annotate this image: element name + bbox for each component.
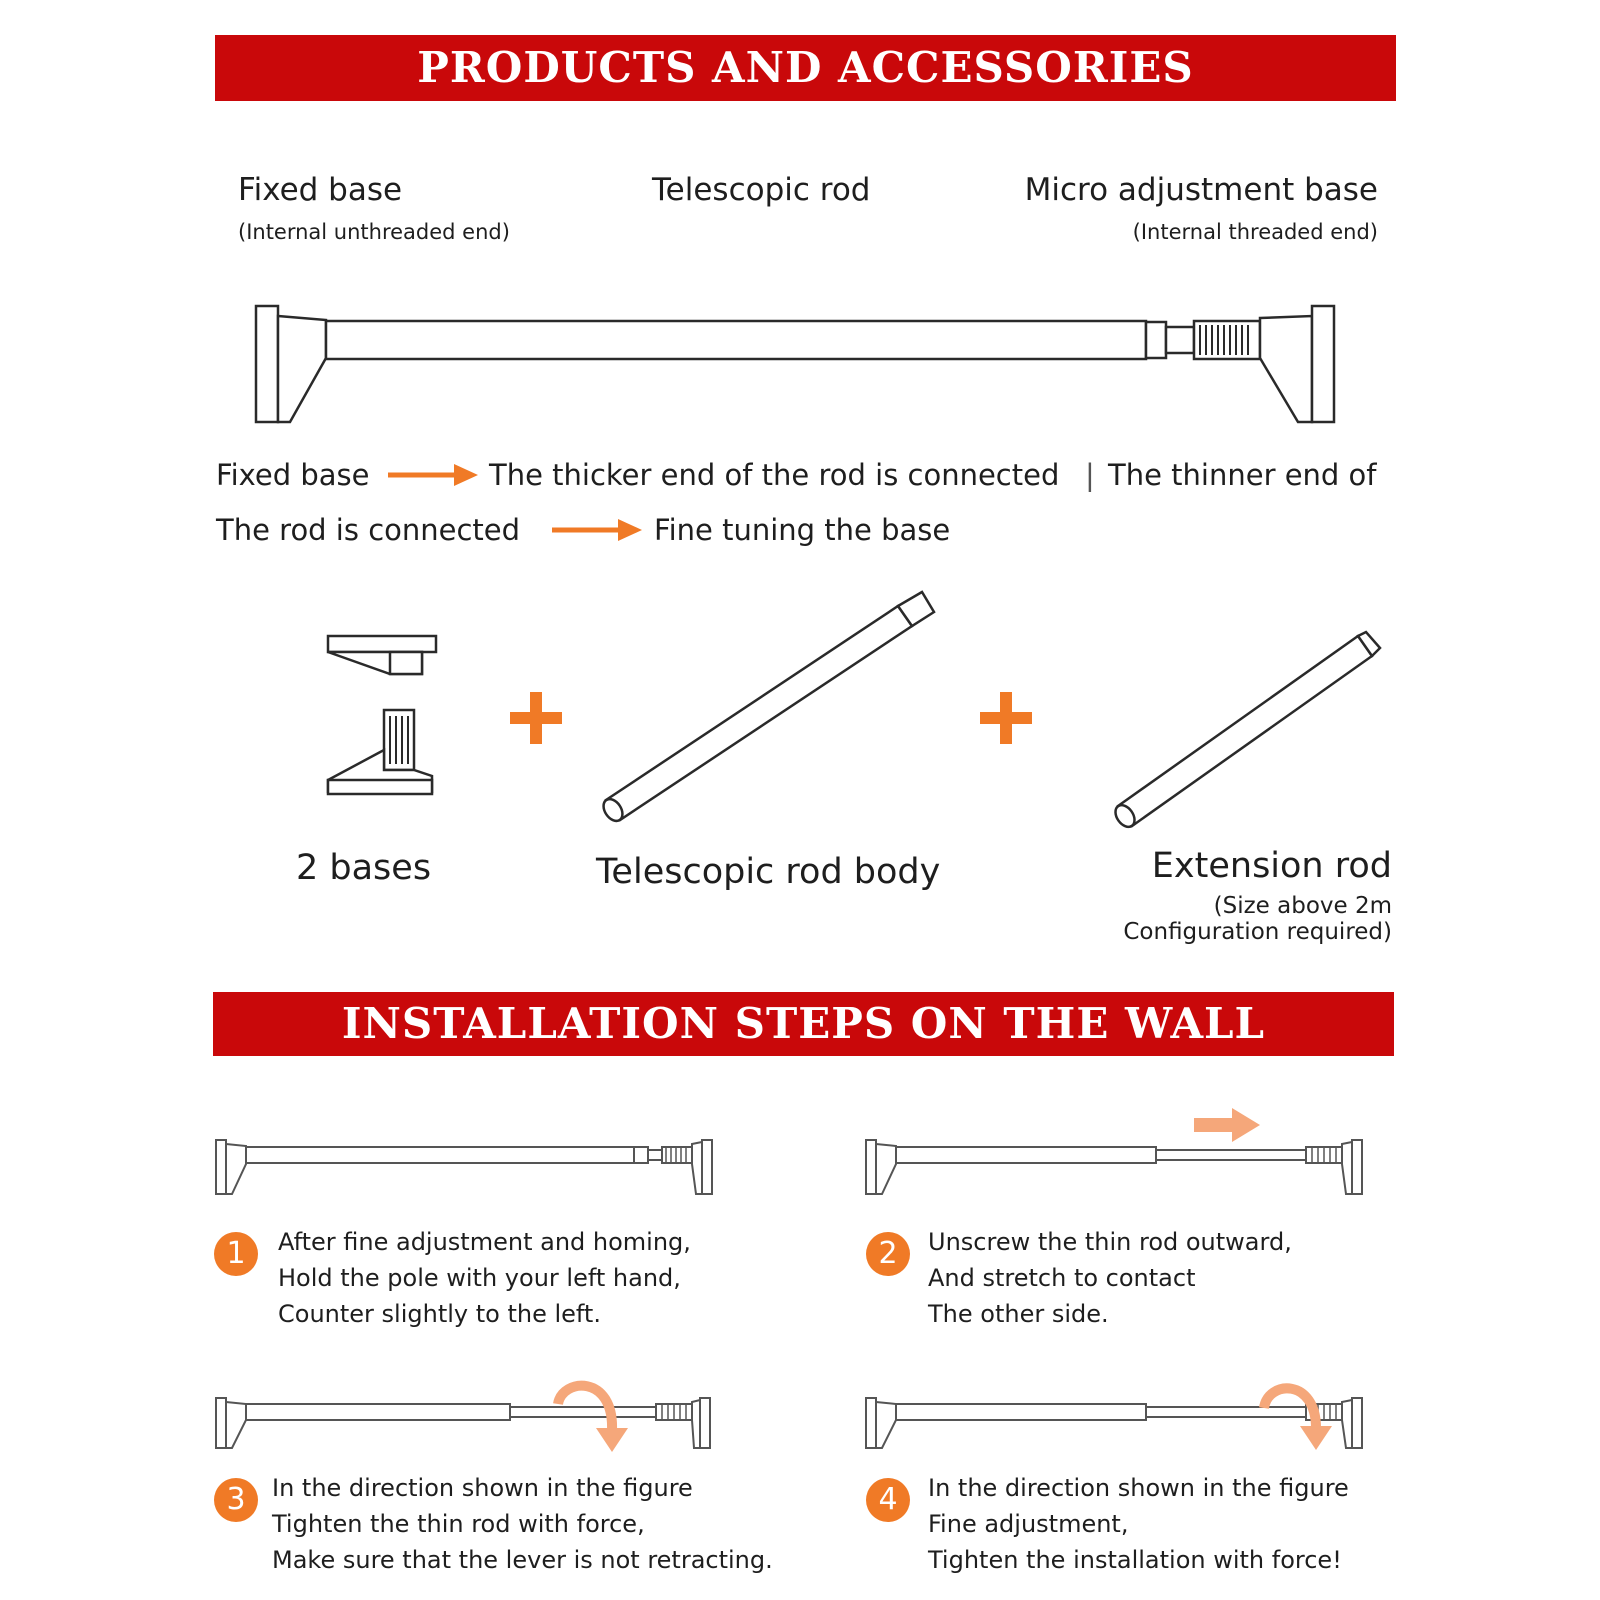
two-bases-label: 2 bases (296, 848, 432, 888)
extension-rod-illustration (1104, 632, 1404, 832)
flow-thinner-end: The thinner end of (1108, 458, 1377, 492)
fixed-base-subtitle: (Internal unthreaded end) (238, 220, 510, 244)
step4-rod-illustration (864, 1376, 1364, 1476)
extension-rod-label: Extension rod (1151, 846, 1392, 886)
telescopic-rod-body-illustration (588, 596, 948, 836)
step4-line1: In the direction shown in the figure (928, 1474, 1349, 1502)
flow-fine-tuning: Fine tuning the base (654, 513, 951, 547)
step-number-badge: 3 (214, 1478, 258, 1522)
step4-line2: Fine adjustment, (928, 1510, 1129, 1538)
step2-rod-illustration (864, 1104, 1364, 1204)
rod-body-label: Telescopic rod body (596, 852, 941, 892)
step-number-badge: 1 (214, 1232, 258, 1276)
step3-line3: Make sure that the lever is not retracting. (272, 1546, 773, 1574)
step2-line3: The other side. (928, 1300, 1109, 1328)
step3-line2: Tighten the thin rod with force, (272, 1510, 645, 1538)
installation-banner: INSTALLATION STEPS ON THE WALL (213, 992, 1394, 1056)
curved-arrow-icon (558, 1386, 628, 1452)
step1-line3: Counter slightly to the left. (278, 1300, 601, 1328)
step3-line1: In the direction shown in the figure (272, 1474, 693, 1502)
step2-line2: And stretch to contact (928, 1264, 1196, 1292)
right-arrow-icon (1194, 1108, 1260, 1142)
fixed-base-title: Fixed base (238, 172, 403, 208)
flow-rod-connected: The rod is connected (216, 513, 521, 547)
right-arrow-icon (388, 463, 480, 487)
micro-base-subtitle: (Internal threaded end) (1132, 220, 1378, 244)
extension-note-line2: Configuration required) (1123, 919, 1392, 945)
right-arrow-icon (552, 518, 644, 542)
plus-icon (506, 688, 566, 748)
plus-icon (976, 688, 1036, 748)
step2-line1: Unscrew the thin rod outward, (928, 1228, 1292, 1256)
telescopic-rod-title: Telescopic rod (652, 172, 871, 208)
step-number-badge: 2 (866, 1232, 910, 1276)
micro-base-title: Micro adjustment base (1024, 172, 1378, 208)
flow-thicker-end: The thicker end of the rod is connected (489, 458, 1060, 492)
extension-note-line1: (Size above 2m (1213, 893, 1392, 919)
step1-rod-illustration (214, 1138, 714, 1202)
step4-line3: Tighten the installation with force! (928, 1546, 1342, 1574)
two-bases-illustration (320, 630, 460, 810)
products-banner: PRODUCTS AND ACCESSORIES (215, 35, 1396, 101)
flow-fixed-base: Fixed base (216, 458, 370, 492)
step1-line1: After fine adjustment and homing, (278, 1228, 691, 1256)
flow-separator: | (1085, 458, 1095, 492)
step1-line2: Hold the pole with your left hand, (278, 1264, 681, 1292)
step3-rod-illustration (214, 1376, 714, 1476)
step-number-badge: 4 (866, 1478, 910, 1522)
